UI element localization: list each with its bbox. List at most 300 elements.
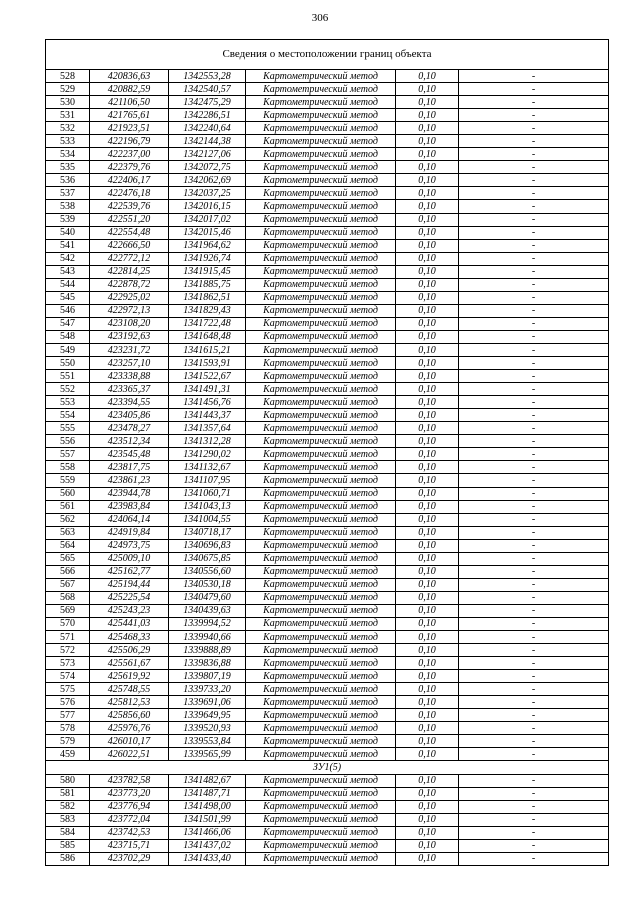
y-coordinate-cell: 1342016,15 <box>169 200 246 213</box>
point-number-cell: 531 <box>46 109 90 122</box>
point-number-cell: 545 <box>46 291 90 304</box>
y-coordinate-cell: 1340479,60 <box>169 591 246 604</box>
table-row <box>46 565 608 578</box>
table-row <box>46 291 608 304</box>
point-number-cell: 549 <box>46 343 90 356</box>
description-cell: - <box>459 304 609 317</box>
method-cell: Картометрический метод <box>246 839 396 852</box>
point-number-cell: 585 <box>46 839 90 852</box>
accuracy-cell: 0,10 <box>396 800 459 813</box>
table-row <box>46 70 608 83</box>
method-cell: Картометрический метод <box>246 148 396 161</box>
description-cell: - <box>459 657 609 670</box>
x-coordinate-cell: 423545,48 <box>90 448 169 461</box>
point-number-cell: 530 <box>46 96 90 109</box>
accuracy-cell: 0,10 <box>396 683 459 696</box>
description-cell: - <box>459 252 609 265</box>
x-coordinate-cell: 422666,50 <box>90 239 169 252</box>
table-row <box>46 265 608 278</box>
x-coordinate-cell: 424064,14 <box>90 513 169 526</box>
description-cell: - <box>459 96 609 109</box>
point-number-cell: 541 <box>46 239 90 252</box>
accuracy-cell: 0,10 <box>396 813 459 826</box>
accuracy-cell: 0,10 <box>396 839 459 852</box>
point-number-cell: 561 <box>46 500 90 513</box>
accuracy-cell: 0,10 <box>396 278 459 291</box>
description-cell: - <box>459 800 609 813</box>
x-coordinate-cell: 422554,48 <box>90 226 169 239</box>
accuracy-cell: 0,10 <box>396 487 459 500</box>
accuracy-cell: 0,10 <box>396 552 459 565</box>
point-number-cell: 586 <box>46 852 90 865</box>
x-coordinate-cell: 422972,13 <box>90 304 169 317</box>
y-coordinate-cell: 1342037,25 <box>169 187 246 200</box>
point-number-cell: 529 <box>46 83 90 96</box>
point-number-cell: 550 <box>46 357 90 370</box>
accuracy-cell: 0,10 <box>396 526 459 539</box>
accuracy-cell: 0,10 <box>396 748 459 761</box>
y-coordinate-cell: 1341487,71 <box>169 787 246 800</box>
accuracy-cell: 0,10 <box>396 578 459 591</box>
y-coordinate-cell: 1342540,57 <box>169 83 246 96</box>
method-cell: Картометрический метод <box>246 122 396 135</box>
method-cell: Картометрический метод <box>246 396 396 409</box>
y-coordinate-cell: 1340556,60 <box>169 565 246 578</box>
table-row <box>46 631 608 644</box>
x-coordinate-cell: 423231,72 <box>90 343 169 356</box>
table-row <box>46 213 608 226</box>
accuracy-cell: 0,10 <box>396 565 459 578</box>
page-number: 306 <box>311 12 329 24</box>
description-cell: - <box>459 604 609 617</box>
y-coordinate-cell: 1342286,51 <box>169 109 246 122</box>
method-cell: Картометрический метод <box>246 696 396 709</box>
method-cell: Картометрический метод <box>246 265 396 278</box>
x-coordinate-cell: 422406,17 <box>90 174 169 187</box>
description-cell: - <box>459 683 609 696</box>
y-coordinate-cell: 1339565,99 <box>169 748 246 761</box>
x-coordinate-cell: 424973,75 <box>90 539 169 552</box>
y-coordinate-cell: 1341437,02 <box>169 839 246 852</box>
accuracy-cell: 0,10 <box>396 435 459 448</box>
point-number-cell: 584 <box>46 826 90 839</box>
method-cell: Картометрический метод <box>246 800 396 813</box>
x-coordinate-cell: 423338,88 <box>90 370 169 383</box>
description-cell: - <box>459 617 609 630</box>
method-cell: Картометрический метод <box>246 513 396 526</box>
x-coordinate-cell: 423782,58 <box>90 774 169 787</box>
point-number-cell: 578 <box>46 722 90 735</box>
point-number-cell: 567 <box>46 578 90 591</box>
method-cell: Картометрический метод <box>246 239 396 252</box>
point-number-cell: 544 <box>46 278 90 291</box>
point-number-cell: 556 <box>46 435 90 448</box>
accuracy-cell: 0,10 <box>396 357 459 370</box>
x-coordinate-cell: 423394,55 <box>90 396 169 409</box>
coordinates-table <box>46 70 608 865</box>
description-cell: - <box>459 278 609 291</box>
y-coordinate-cell: 1341290,02 <box>169 448 246 461</box>
accuracy-cell: 0,10 <box>396 448 459 461</box>
y-coordinate-cell: 1339520,93 <box>169 722 246 735</box>
description-cell: - <box>459 265 609 278</box>
method-cell: Картометрический метод <box>246 435 396 448</box>
table-row <box>46 422 608 435</box>
table-row <box>46 722 608 735</box>
description-cell: - <box>459 670 609 683</box>
x-coordinate-cell: 425225,54 <box>90 591 169 604</box>
x-coordinate-cell: 425441,03 <box>90 617 169 630</box>
table-row <box>46 696 608 709</box>
description-cell: - <box>459 709 609 722</box>
accuracy-cell: 0,10 <box>396 657 459 670</box>
y-coordinate-cell: 1341501,99 <box>169 813 246 826</box>
description-cell: - <box>459 330 609 343</box>
table-row <box>46 161 608 174</box>
table-row <box>46 200 608 213</box>
y-coordinate-cell: 1342553,28 <box>169 70 246 83</box>
accuracy-cell: 0,10 <box>396 109 459 122</box>
description-cell: - <box>459 187 609 200</box>
point-number-cell: 574 <box>46 670 90 683</box>
method-cell: Картометрический метод <box>246 383 396 396</box>
table-row <box>46 852 608 865</box>
description-cell: - <box>459 122 609 135</box>
method-cell: Картометрический метод <box>246 200 396 213</box>
x-coordinate-cell: 423773,20 <box>90 787 169 800</box>
accuracy-cell: 0,10 <box>396 265 459 278</box>
description-cell: - <box>459 722 609 735</box>
table-row <box>46 278 608 291</box>
point-number-cell: 575 <box>46 683 90 696</box>
x-coordinate-cell: 420882,59 <box>90 83 169 96</box>
description-cell: - <box>459 448 609 461</box>
x-coordinate-cell: 426010,17 <box>90 735 169 748</box>
accuracy-cell: 0,10 <box>396 252 459 265</box>
table-row <box>46 683 608 696</box>
description-cell: - <box>459 813 609 826</box>
point-number-cell: 569 <box>46 604 90 617</box>
y-coordinate-cell: 1342072,75 <box>169 161 246 174</box>
description-cell: - <box>459 774 609 787</box>
x-coordinate-cell: 425976,76 <box>90 722 169 735</box>
point-number-cell: 552 <box>46 383 90 396</box>
y-coordinate-cell: 1341862,51 <box>169 291 246 304</box>
x-coordinate-cell: 423192,63 <box>90 330 169 343</box>
x-coordinate-cell: 425748,55 <box>90 683 169 696</box>
x-coordinate-cell: 425561,67 <box>90 657 169 670</box>
point-number-cell: 572 <box>46 644 90 657</box>
x-coordinate-cell: 423512,34 <box>90 435 169 448</box>
table-row <box>46 96 608 109</box>
x-coordinate-cell: 422551,20 <box>90 213 169 226</box>
method-cell: Картометрический метод <box>246 343 396 356</box>
table-row <box>46 187 608 200</box>
y-coordinate-cell: 1341456,76 <box>169 396 246 409</box>
description-cell: - <box>459 317 609 330</box>
accuracy-cell: 0,10 <box>396 96 459 109</box>
y-coordinate-cell: 1339691,06 <box>169 696 246 709</box>
y-coordinate-cell: 1340696,83 <box>169 539 246 552</box>
y-coordinate-cell: 1341312,28 <box>169 435 246 448</box>
table-row <box>46 670 608 683</box>
point-number-cell: 564 <box>46 539 90 552</box>
table-row <box>46 226 608 239</box>
description-cell: - <box>459 213 609 226</box>
method-cell: Картометрический метод <box>246 604 396 617</box>
table-row <box>46 396 608 409</box>
accuracy-cell: 0,10 <box>396 787 459 800</box>
section-row <box>46 761 608 774</box>
y-coordinate-cell: 1341885,75 <box>169 278 246 291</box>
table-row <box>46 813 608 826</box>
point-number-cell: 535 <box>46 161 90 174</box>
table-row <box>46 83 608 96</box>
y-coordinate-cell: 1340439,63 <box>169 604 246 617</box>
table-row <box>46 474 608 487</box>
x-coordinate-cell: 425856,60 <box>90 709 169 722</box>
y-coordinate-cell: 1341915,45 <box>169 265 246 278</box>
method-cell: Картометрический метод <box>246 813 396 826</box>
accuracy-cell: 0,10 <box>396 148 459 161</box>
accuracy-cell: 0,10 <box>396 70 459 83</box>
method-cell: Картометрический метод <box>246 526 396 539</box>
description-cell: - <box>459 396 609 409</box>
method-cell: Картометрический метод <box>246 722 396 735</box>
x-coordinate-cell: 423944,78 <box>90 487 169 500</box>
table-row <box>46 135 608 148</box>
point-number-cell: 528 <box>46 70 90 83</box>
y-coordinate-cell: 1339836,88 <box>169 657 246 670</box>
description-cell: - <box>459 578 609 591</box>
point-number-cell: 459 <box>46 748 90 761</box>
description-cell: - <box>459 852 609 865</box>
accuracy-cell: 0,10 <box>396 317 459 330</box>
description-cell: - <box>459 291 609 304</box>
description-cell: - <box>459 526 609 539</box>
table-row <box>46 735 608 748</box>
y-coordinate-cell: 1341466,06 <box>169 826 246 839</box>
description-cell: - <box>459 487 609 500</box>
method-cell: Картометрический метод <box>246 291 396 304</box>
point-number-cell: 557 <box>46 448 90 461</box>
description-cell: - <box>459 70 609 83</box>
accuracy-cell: 0,10 <box>396 591 459 604</box>
point-number-cell: 573 <box>46 657 90 670</box>
accuracy-cell: 0,10 <box>396 709 459 722</box>
y-coordinate-cell: 1340718,17 <box>169 526 246 539</box>
y-coordinate-cell: 1341648,48 <box>169 330 246 343</box>
accuracy-cell: 0,10 <box>396 644 459 657</box>
x-coordinate-cell: 423772,04 <box>90 813 169 826</box>
table-row <box>46 304 608 317</box>
y-coordinate-cell: 1341964,62 <box>169 239 246 252</box>
method-cell: Картометрический метод <box>246 552 396 565</box>
point-number-cell: 568 <box>46 591 90 604</box>
accuracy-cell: 0,10 <box>396 826 459 839</box>
table-row <box>46 448 608 461</box>
x-coordinate-cell: 422539,76 <box>90 200 169 213</box>
description-cell: - <box>459 161 609 174</box>
table-row <box>46 839 608 852</box>
table-row <box>46 409 608 422</box>
table-row <box>46 435 608 448</box>
y-coordinate-cell: 1341491,31 <box>169 383 246 396</box>
y-coordinate-cell: 1340675,85 <box>169 552 246 565</box>
method-cell: Картометрический метод <box>246 487 396 500</box>
table-row <box>46 487 608 500</box>
description-cell: - <box>459 839 609 852</box>
method-cell: Картометрический метод <box>246 787 396 800</box>
x-coordinate-cell: 425619,92 <box>90 670 169 683</box>
y-coordinate-cell: 1339733,20 <box>169 683 246 696</box>
x-coordinate-cell: 423983,84 <box>90 500 169 513</box>
method-cell: Картометрический метод <box>246 826 396 839</box>
table-row <box>46 800 608 813</box>
accuracy-cell: 0,10 <box>396 174 459 187</box>
accuracy-cell: 0,10 <box>396 735 459 748</box>
description-cell: - <box>459 422 609 435</box>
method-cell: Картометрический метод <box>246 852 396 865</box>
point-number-cell: 542 <box>46 252 90 265</box>
y-coordinate-cell: 1342475,29 <box>169 96 246 109</box>
point-number-cell: 532 <box>46 122 90 135</box>
y-coordinate-cell: 1341593,91 <box>169 357 246 370</box>
method-cell: Картометрический метод <box>246 735 396 748</box>
boundary-table-frame <box>45 39 609 866</box>
accuracy-cell: 0,10 <box>396 161 459 174</box>
point-number-cell: 543 <box>46 265 90 278</box>
accuracy-cell: 0,10 <box>396 422 459 435</box>
y-coordinate-cell: 1342240,64 <box>169 122 246 135</box>
method-cell: Картометрический метод <box>246 317 396 330</box>
table-row <box>46 330 608 343</box>
y-coordinate-cell: 1341498,00 <box>169 800 246 813</box>
method-cell: Картометрический метод <box>246 226 396 239</box>
x-coordinate-cell: 422925,02 <box>90 291 169 304</box>
table-row <box>46 461 608 474</box>
point-number-cell: 554 <box>46 409 90 422</box>
table-row <box>46 604 608 617</box>
method-cell: Картометрический метод <box>246 357 396 370</box>
method-cell: Картометрический метод <box>246 83 396 96</box>
accuracy-cell: 0,10 <box>396 604 459 617</box>
method-cell: Картометрический метод <box>246 644 396 657</box>
x-coordinate-cell: 423365,37 <box>90 383 169 396</box>
accuracy-cell: 0,10 <box>396 330 459 343</box>
x-coordinate-cell: 422814,25 <box>90 265 169 278</box>
y-coordinate-cell: 1340530,18 <box>169 578 246 591</box>
method-cell: Картометрический метод <box>246 591 396 604</box>
method-cell: Картометрический метод <box>246 631 396 644</box>
method-cell: Картометрический метод <box>246 474 396 487</box>
description-cell: - <box>459 631 609 644</box>
accuracy-cell: 0,10 <box>396 122 459 135</box>
point-number-cell: 548 <box>46 330 90 343</box>
x-coordinate-cell: 422379,76 <box>90 161 169 174</box>
point-number-cell: 555 <box>46 422 90 435</box>
x-coordinate-cell: 422196,79 <box>90 135 169 148</box>
accuracy-cell: 0,10 <box>396 135 459 148</box>
method-cell: Картометрический метод <box>246 683 396 696</box>
y-coordinate-cell: 1341615,21 <box>169 343 246 356</box>
description-cell: - <box>459 226 609 239</box>
table-row <box>46 383 608 396</box>
point-number-cell: 536 <box>46 174 90 187</box>
x-coordinate-cell: 423715,71 <box>90 839 169 852</box>
y-coordinate-cell: 1341107,95 <box>169 474 246 487</box>
method-cell: Картометрический метод <box>246 448 396 461</box>
point-number-cell: 581 <box>46 787 90 800</box>
method-cell: Картометрический метод <box>246 709 396 722</box>
method-cell: Картометрический метод <box>246 187 396 200</box>
x-coordinate-cell: 425468,33 <box>90 631 169 644</box>
point-number-cell: 576 <box>46 696 90 709</box>
description-cell: - <box>459 239 609 252</box>
table-row <box>46 239 608 252</box>
point-number-cell: 582 <box>46 800 90 813</box>
description-cell: - <box>459 343 609 356</box>
point-number-cell: 533 <box>46 135 90 148</box>
method-cell: Картометрический метод <box>246 409 396 422</box>
accuracy-cell: 0,10 <box>396 631 459 644</box>
method-cell: Картометрический метод <box>246 135 396 148</box>
table-row <box>46 644 608 657</box>
x-coordinate-cell: 423861,23 <box>90 474 169 487</box>
x-coordinate-cell: 422237,00 <box>90 148 169 161</box>
point-number-cell: 539 <box>46 213 90 226</box>
description-cell: - <box>459 409 609 422</box>
point-number-cell: 538 <box>46 200 90 213</box>
accuracy-cell: 0,10 <box>396 409 459 422</box>
description-cell: - <box>459 435 609 448</box>
table-row <box>46 317 608 330</box>
description-cell: - <box>459 500 609 513</box>
y-coordinate-cell: 1341433,40 <box>169 852 246 865</box>
table-row <box>46 617 608 630</box>
point-number-cell: 558 <box>46 461 90 474</box>
accuracy-cell: 0,10 <box>396 291 459 304</box>
method-cell: Картометрический метод <box>246 252 396 265</box>
description-cell: - <box>459 696 609 709</box>
point-number-cell: 534 <box>46 148 90 161</box>
y-coordinate-cell: 1342015,46 <box>169 226 246 239</box>
x-coordinate-cell: 422772,12 <box>90 252 169 265</box>
description-cell: - <box>459 787 609 800</box>
method-cell: Картометрический метод <box>246 539 396 552</box>
description-cell: - <box>459 370 609 383</box>
x-coordinate-cell: 423817,75 <box>90 461 169 474</box>
x-coordinate-cell: 425162,77 <box>90 565 169 578</box>
point-number-cell: 565 <box>46 552 90 565</box>
x-coordinate-cell: 422476,18 <box>90 187 169 200</box>
y-coordinate-cell: 1339888,89 <box>169 644 246 657</box>
x-coordinate-cell: 421923,51 <box>90 122 169 135</box>
accuracy-cell: 0,10 <box>396 617 459 630</box>
y-coordinate-cell: 1341443,37 <box>169 409 246 422</box>
table-row <box>46 774 608 787</box>
accuracy-cell: 0,10 <box>396 383 459 396</box>
table-row <box>46 552 608 565</box>
x-coordinate-cell: 422878,72 <box>90 278 169 291</box>
accuracy-cell: 0,10 <box>396 226 459 239</box>
point-number-cell: 583 <box>46 813 90 826</box>
table-row <box>46 148 608 161</box>
point-number-cell: 546 <box>46 304 90 317</box>
y-coordinate-cell: 1342017,02 <box>169 213 246 226</box>
x-coordinate-cell: 425243,23 <box>90 604 169 617</box>
method-cell: Картометрический метод <box>246 70 396 83</box>
